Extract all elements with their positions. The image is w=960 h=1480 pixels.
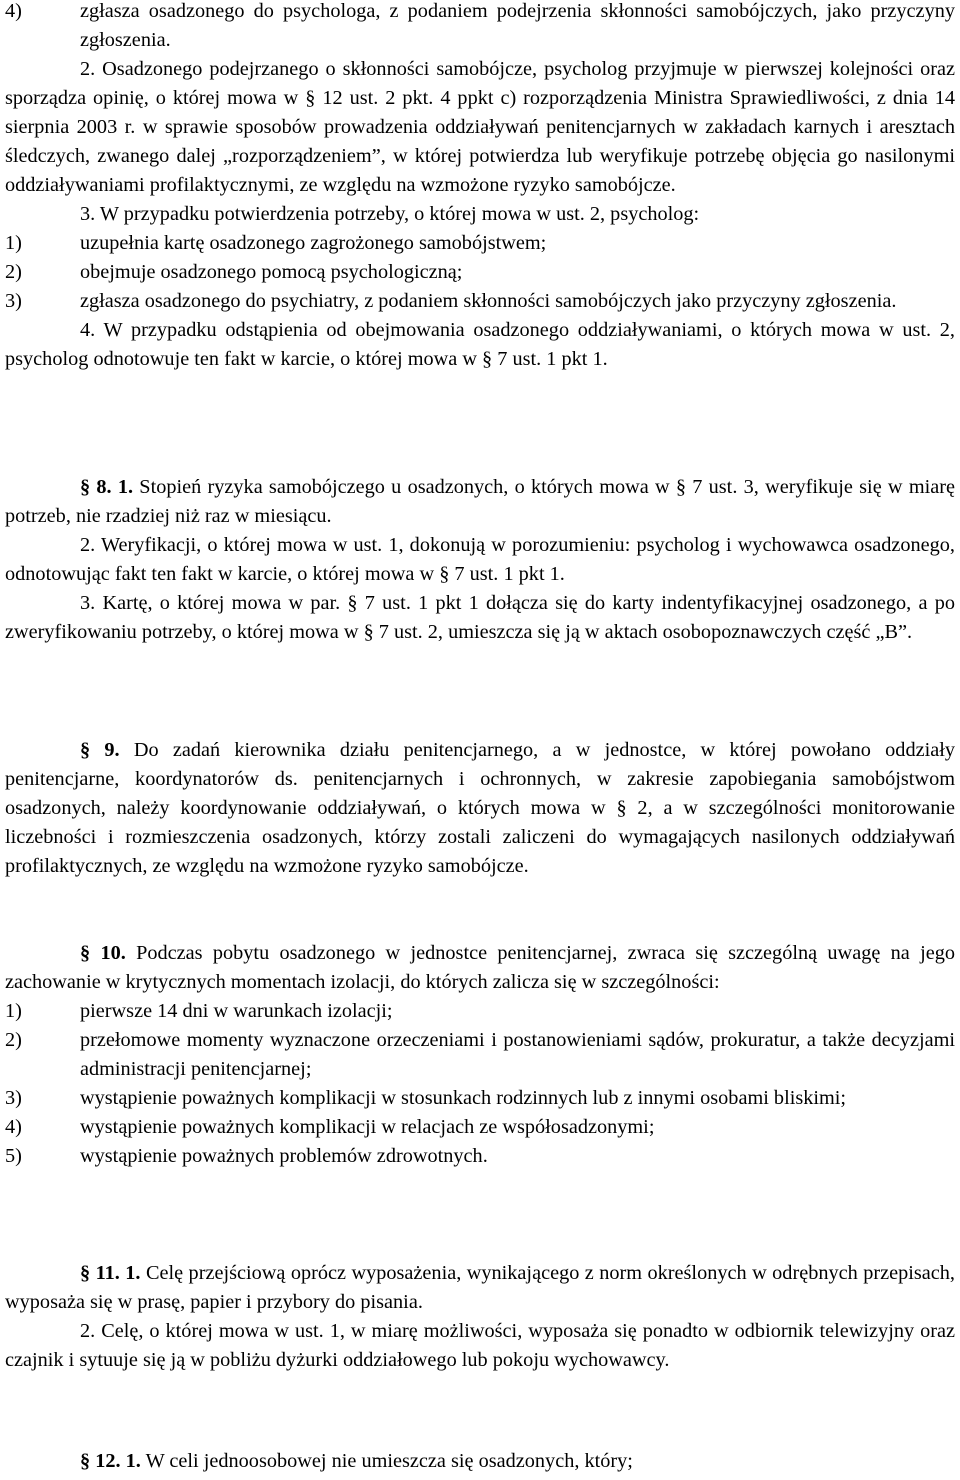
list-item-text: przełomowe momenty wyznaczone orzeczeniami i postanowieniami sądów, prokuratur, a także decyzjami administracji penitencjarnej; (80, 1029, 955, 1080)
list-item-text: wystąpienie poważnych problemów zdrowotnych. (80, 1145, 488, 1167)
list-item-text: obejmuje osadzonego pomocą psychologiczną; (80, 261, 463, 283)
list-item-number: 2) (5, 1029, 22, 1051)
paragraph: 2. Celę, o której mowa w ust. 1, w miarę możliwości, wyposaża się ponadto w odbiornik telewizyjny oraz czajnik i sytuuje się ją w pobliżu dyżurki oddziałowego lub pokoju wychowawcy. (5, 1320, 955, 1371)
list-item (5, 1026, 955, 1084)
section-12 (5, 1447, 955, 1476)
list-item (5, 997, 955, 1026)
paragraph-text: Celę przejściową oprócz wyposażenia, wynikającego z norm określonych w odrębnych przepisach, wyposaża się w prasę, papier i przybory do pisania. (5, 1262, 955, 1313)
section-label: § 8. 1. (80, 476, 134, 498)
section-label: § 9. (80, 739, 120, 761)
section-9 (5, 736, 955, 881)
paragraph: 2. Weryfikacji, o której mowa w ust. 1, dokonują w porozumieniu: psycholog i wychowawca osadzonego, odnotowując fakt ten fakt w karcie, o której mowa w § 7 ust. 1 pkt 1. (5, 534, 955, 585)
paragraph: 4. W przypadku odstąpienia od obejmowania osadzonego oddziaływaniami, o których mowa w ust. 2, psycholog odnotowuje ten fakt w karcie, o której mowa w § 7 ust. 1 pkt 1. (5, 319, 955, 370)
section-11 (5, 1259, 955, 1375)
section-label: § 12. 1. (80, 1450, 141, 1472)
list-item-text: uzupełnia kartę osadzonego zagrożonego samobójstwem; (80, 232, 547, 254)
list-item-number: 3) (5, 1087, 22, 1109)
list-item-text: pierwsze 14 dni w warunkach izolacji; (80, 1000, 393, 1022)
paragraph-text: Do zadań kierownika działu penitencjarnego, a w jednostce, w której powołano oddziały penitencjarne, koordynatorów ds. penitencjarnych i ochronnych, w zakresie zapobiegania samobójstwom osadzonych, należy koordynowanie oddziaływań, o których mowa w § 2, a w szczególności monitorowanie liczebności i rozmieszczenia osadzonych, którzy zostali zaliczeni do wymagających nasilonych oddziaływań profilaktycznych, ze względu na wzmożone ryzyko samobójcze. (5, 739, 955, 877)
paragraph-text: W celi jednoosobowej nie umieszcza się osadzonych, który; (145, 1450, 633, 1472)
paragraph (5, 1259, 955, 1317)
list-item-number: 1) (5, 1000, 22, 1022)
paragraph-text: Stopień ryzyka samobójczego u osadzonych, o których mowa w § 7 ust. 3, weryfikuje się w miarę potrzeb, nie rzadziej niż raz w miesiącu. (5, 476, 955, 527)
list-item-text: wystąpienie poważnych komplikacji w relacjach ze współosadzonymi; (80, 1116, 655, 1138)
list-item-number: 4) (5, 1116, 22, 1138)
list-item (5, 1084, 955, 1113)
list-item-number: 2) (5, 261, 22, 283)
list-item-number: 3) (5, 290, 22, 312)
list-item (5, 229, 955, 258)
paragraph (5, 939, 955, 997)
intro-block (5, 0, 955, 374)
paragraph (5, 1447, 955, 1476)
list-item-number: 1) (5, 232, 22, 254)
paragraph (5, 473, 955, 531)
section-8 (5, 473, 955, 647)
paragraph: 3. Kartę, o której mowa w par. § 7 ust. 1 pkt 1 dołącza się do karty indentyfikacyjnej osadzonego, a po zweryfikowaniu potrzeby, o której mowa w § 7 ust. 2, umieszcza się ją w aktach osobopoznawczych część „B”. (5, 592, 955, 643)
list-item-text: wystąpienie poważnych komplikacji w stosunkach rodzinnych lub z innymi osobami bliskimi; (80, 1087, 847, 1109)
section-10 (5, 939, 955, 1171)
paragraph (5, 736, 955, 881)
list-item-text: zgłasza osadzonego do psychiatry, z podaniem skłonności samobójczych jako przyczyny zgłoszenia. (80, 290, 897, 312)
paragraph: 2. Osadzonego podejrzanego o skłonności samobójcze, psycholog przyjmuje w pierwszej kolejności oraz sporządza opinię, o której mowa w § 12 ust. 2 pkt. 4 ppkt c) rozporządzenia Ministra Sprawiedliwości, z dnia 14 sierpnia 2003 r. w sprawie sposobów prowadzenia oddziaływań penitencjarnych w zakładach karnych i aresztach śledczych, zwanego dalej „rozporządzeniem”, w której potwierdza lub weryfikuje potrzebę objęcia go nasilonymi oddziaływaniami profilaktycznymi, ze względu na wzmożone ryzyko samobójcze. (5, 58, 955, 196)
paragraph: 3. W przypadku potwierdzenia potrzeby, o której mowa w ust. 2, psycholog: (80, 203, 700, 225)
list-item (5, 287, 955, 316)
list-item (5, 0, 955, 55)
list-item-number: 4) (5, 0, 22, 22)
list-item-number: 5) (5, 1145, 22, 1167)
list-item (5, 258, 955, 287)
list-item (5, 1113, 955, 1142)
paragraph-text: Podczas pobytu osadzonego w jednostce penitencjarnej, zwraca się szczególną uwagę na jego zachowanie w krytycznych momentach izolacji, do których zalicza się w szczególności: (5, 942, 956, 993)
section-label: § 11. 1. (80, 1262, 141, 1284)
list-item-text: zgłasza osadzonego do psychologa, z podaniem podejrzenia skłonności samobójczych, jako przyczyny zgłoszenia. (80, 0, 955, 51)
section-label: § 10. (80, 942, 126, 964)
list-item (5, 1142, 955, 1171)
